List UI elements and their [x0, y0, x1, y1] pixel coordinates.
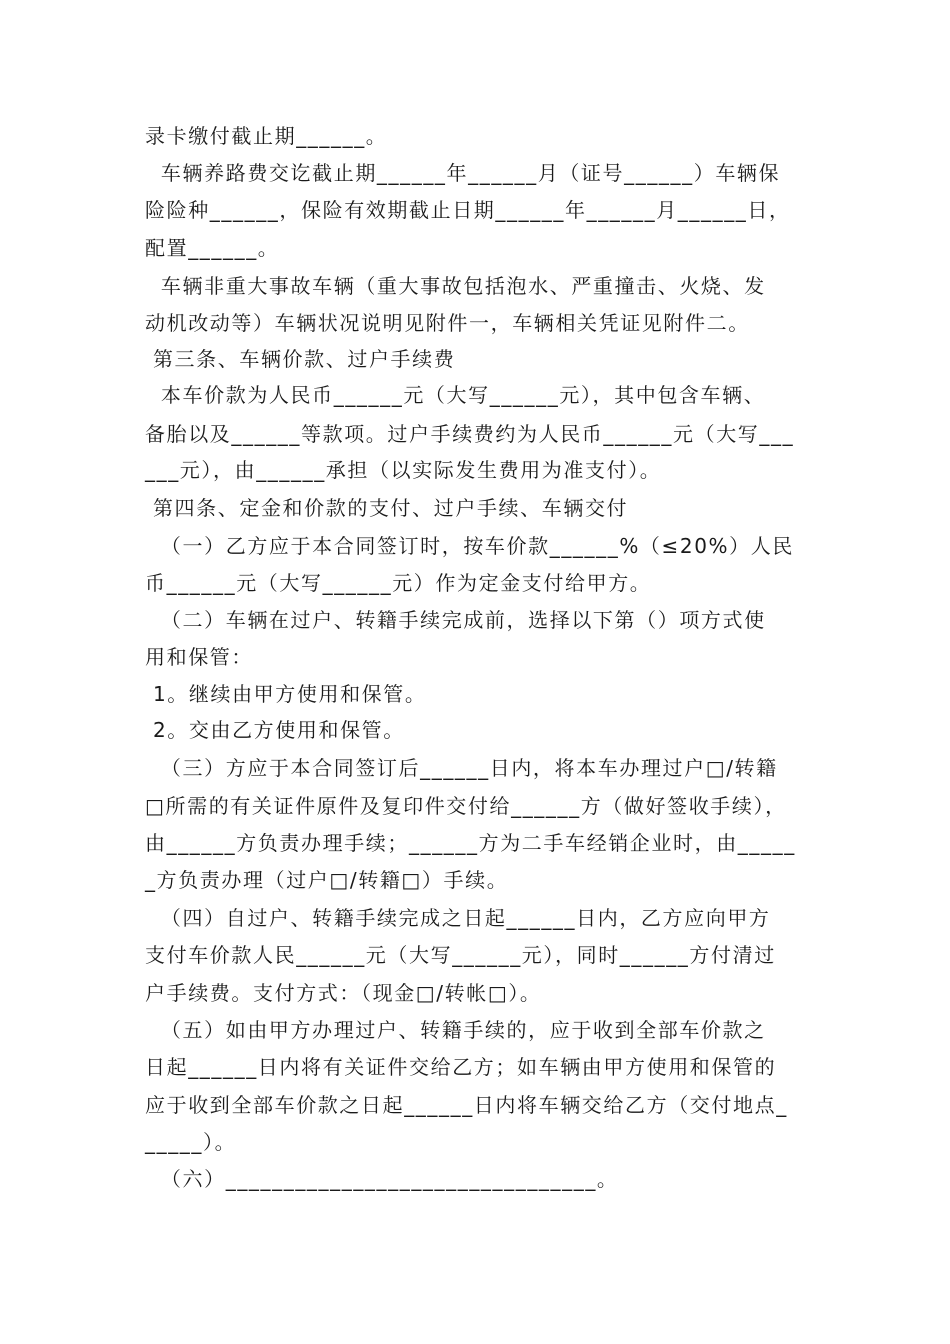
text-line: 录卡缴付截止期______。 [145, 124, 388, 148]
text-line: 险险种______，保险有效期截止日期______年______月______日， [145, 198, 791, 222]
section-heading: 第三条、车辆价款、过户手续费 [145, 347, 456, 371]
list-item: 2。交由乙方使用和保管。 [145, 718, 405, 742]
text-line: 户手续费。支付方式：（现金□/转帐□）。 [145, 981, 542, 1005]
text-line: _____）。 [145, 1130, 237, 1154]
text-line: 用和保管： [145, 645, 253, 669]
text-line: （一）乙方应于本合同签订时，按车价款______%（≤20%）人民 [145, 534, 794, 558]
text-line: 车辆养路费交讫截止期______年______月（证号______）车辆保 [145, 161, 781, 185]
text-line: 应于收到全部车价款之日起______日内将车辆交给乙方（交付地点_ [145, 1093, 788, 1117]
text-line: _方负责办理（过户□/转籍□）手续。 [145, 868, 509, 892]
list-item: 1。继续由甲方使用和保管。 [145, 682, 427, 706]
text-line: 由______方负责办理手续；______方为二手车经销企业时，由_____ [145, 831, 796, 855]
text-line: ___元），由______承担（以实际发生费用为准支付）。 [145, 458, 662, 482]
text-line: （四）自过户、转籍手续完成之日起______日内，乙方应向甲方 [145, 906, 771, 930]
section-heading: 第四条、定金和价款的支付、过户手续、车辆交付 [145, 496, 629, 520]
text-line: 本车价款为人民币______元（大写______元），其中包含车辆、 [145, 383, 766, 407]
text-line: 备胎以及______等款项。过户手续费约为人民币______元（大写___ [145, 422, 795, 446]
text-line: 支付车价款人民______元（大写______元），同时______方付清过 [145, 943, 776, 967]
text-line: 车辆非重大事故车辆（重大事故包括泡水、严重撞击、火烧、发 [145, 274, 766, 298]
text-line: 币______元（大写______元）作为定金支付给甲方。 [145, 571, 652, 595]
text-line: 配置______。 [145, 236, 280, 260]
text-line: □所需的有关证件原件及复印件交付给______方（做好签收手续）， [145, 794, 787, 818]
text-line: 日起______日内将有关证件交给乙方；如车辆由甲方使用和保管的 [145, 1055, 777, 1079]
text-line: 动机改动等）车辆状况说明见附件一，车辆相关凭证见附件二。 [145, 311, 750, 335]
text-line: （二）车辆在过户、转籍手续完成前，选择以下第（）项方式使 [145, 608, 766, 632]
text-line: （三）方应于本合同签订后______日内，将本车办理过户□/转籍 [145, 756, 778, 780]
text-line: （五）如由甲方办理过户、转籍手续的，应于收到全部车价款之 [145, 1018, 766, 1042]
text-line: （六）________________________________。 [145, 1167, 619, 1191]
